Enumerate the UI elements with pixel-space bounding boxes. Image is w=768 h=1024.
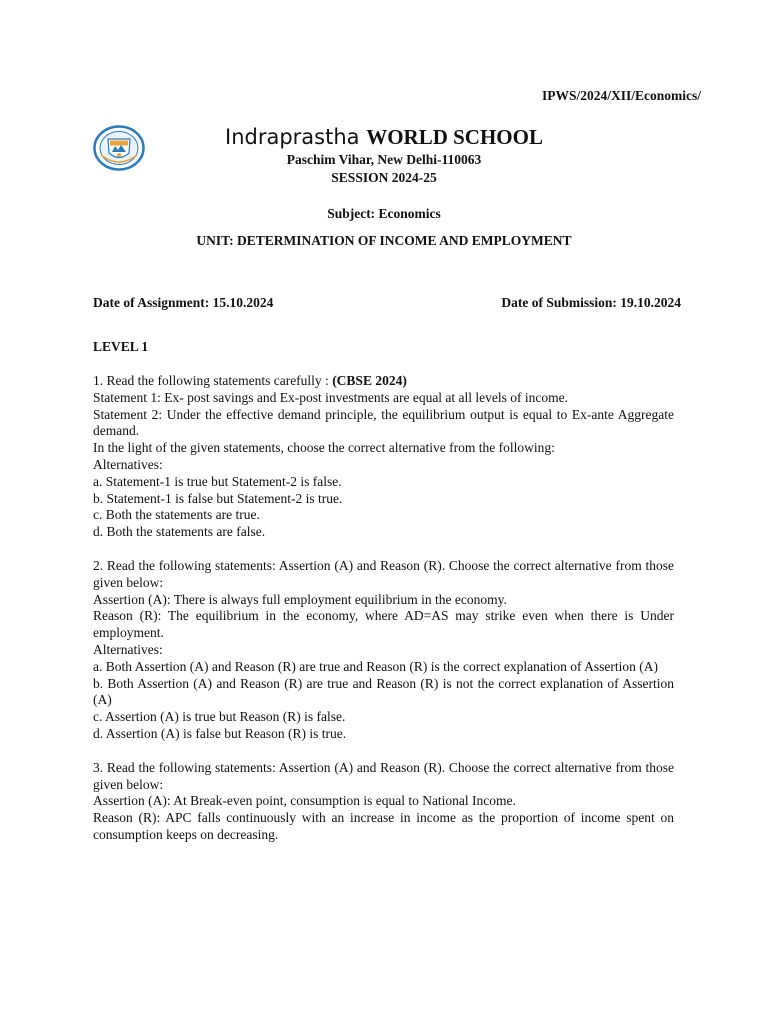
question-line: Reason (R): APC falls continuously with an increase in income as the proportion of income spent on consumption keeps on decreasing. (93, 810, 674, 842)
school-name-part2: WORLD SCHOOL (366, 125, 543, 149)
school-name (0, 124, 768, 150)
question-intro: 3. Read the following statements: Assertion (A) and Reason (R). Choose the correct alternative from those given below: (93, 759, 674, 792)
option-d: d. Both the statements are false. (93, 524, 266, 540)
option-b: b. Both Assertion (A) and Reason (R) are true and Reason (R) is not the correct explanation of Assertion (A) (93, 675, 674, 708)
question-source: (CBSE 2024) (332, 373, 407, 388)
question-2 (93, 558, 674, 743)
subject: Subject: Economics (327, 206, 441, 221)
session: SESSION 2024-25 (331, 170, 437, 185)
option-c: c. Assertion (A) is true but Reason (R) is false. (93, 709, 346, 725)
date-of-assignment: Date of Assignment: 15.10.2024 (93, 295, 274, 310)
question-line: Statement 2: Under the effective demand principle, the equilibrium output is equal to Ex-ante Aggregate demand. (93, 406, 674, 439)
question-line: Assertion (A): At Break-even point, consumption is equal to National Income. (93, 793, 516, 809)
question-line: Assertion (A): There is always full employment equilibrium in the economy. (93, 591, 507, 607)
unit-title: UNIT: DETERMINATION OF INCOME AND EMPLOYMENT (196, 233, 572, 248)
option-c: c. Both the statements are true. (93, 507, 260, 523)
document-reference: IPWS/2024/XII/Economics/ (541, 88, 701, 103)
question-line: Alternatives: (93, 641, 163, 657)
question-intro: 2. Read the following statements: Assertion (A) and Reason (R). Choose the correct alternative from those given below: (93, 557, 674, 590)
question-line: Reason (R): The equilibrium in the economy, where AD=AS may strike even when there is Under employment. (93, 608, 674, 641)
school-address: Paschim Vihar, New Delhi-110063 (286, 152, 482, 167)
option-b: b. Statement-1 is false but Statement-2 is true. (93, 490, 343, 506)
question-line: Statement 1: Ex- post savings and Ex-post investments are equal at all levels of income. (93, 389, 569, 405)
question-line: In the light of the given statements, choose the correct alternative from the following: (93, 440, 555, 456)
option-d: d. Assertion (A) is false but Reason (R) is true. (93, 725, 347, 741)
questions-section (93, 373, 674, 861)
question-intro (93, 373, 674, 390)
question-intro-text: 1. Read the following statements carefully : (93, 373, 333, 388)
level-heading: LEVEL 1 (93, 339, 149, 354)
date-of-submission: Date of Submission: 19.10.2024 (501, 295, 681, 310)
option-a: a. Statement-1 is true but Statement-2 is false. (93, 473, 342, 489)
question-1 (93, 373, 674, 541)
question-3 (93, 760, 674, 844)
question-line: Alternatives: (93, 456, 163, 472)
school-name-part1: Indraprastha (225, 125, 367, 149)
option-a: a. Both Assertion (A) and Reason (R) are true and Reason (R) is the correct explanation of Assertion (A) (93, 658, 658, 674)
dates-row (93, 295, 681, 312)
